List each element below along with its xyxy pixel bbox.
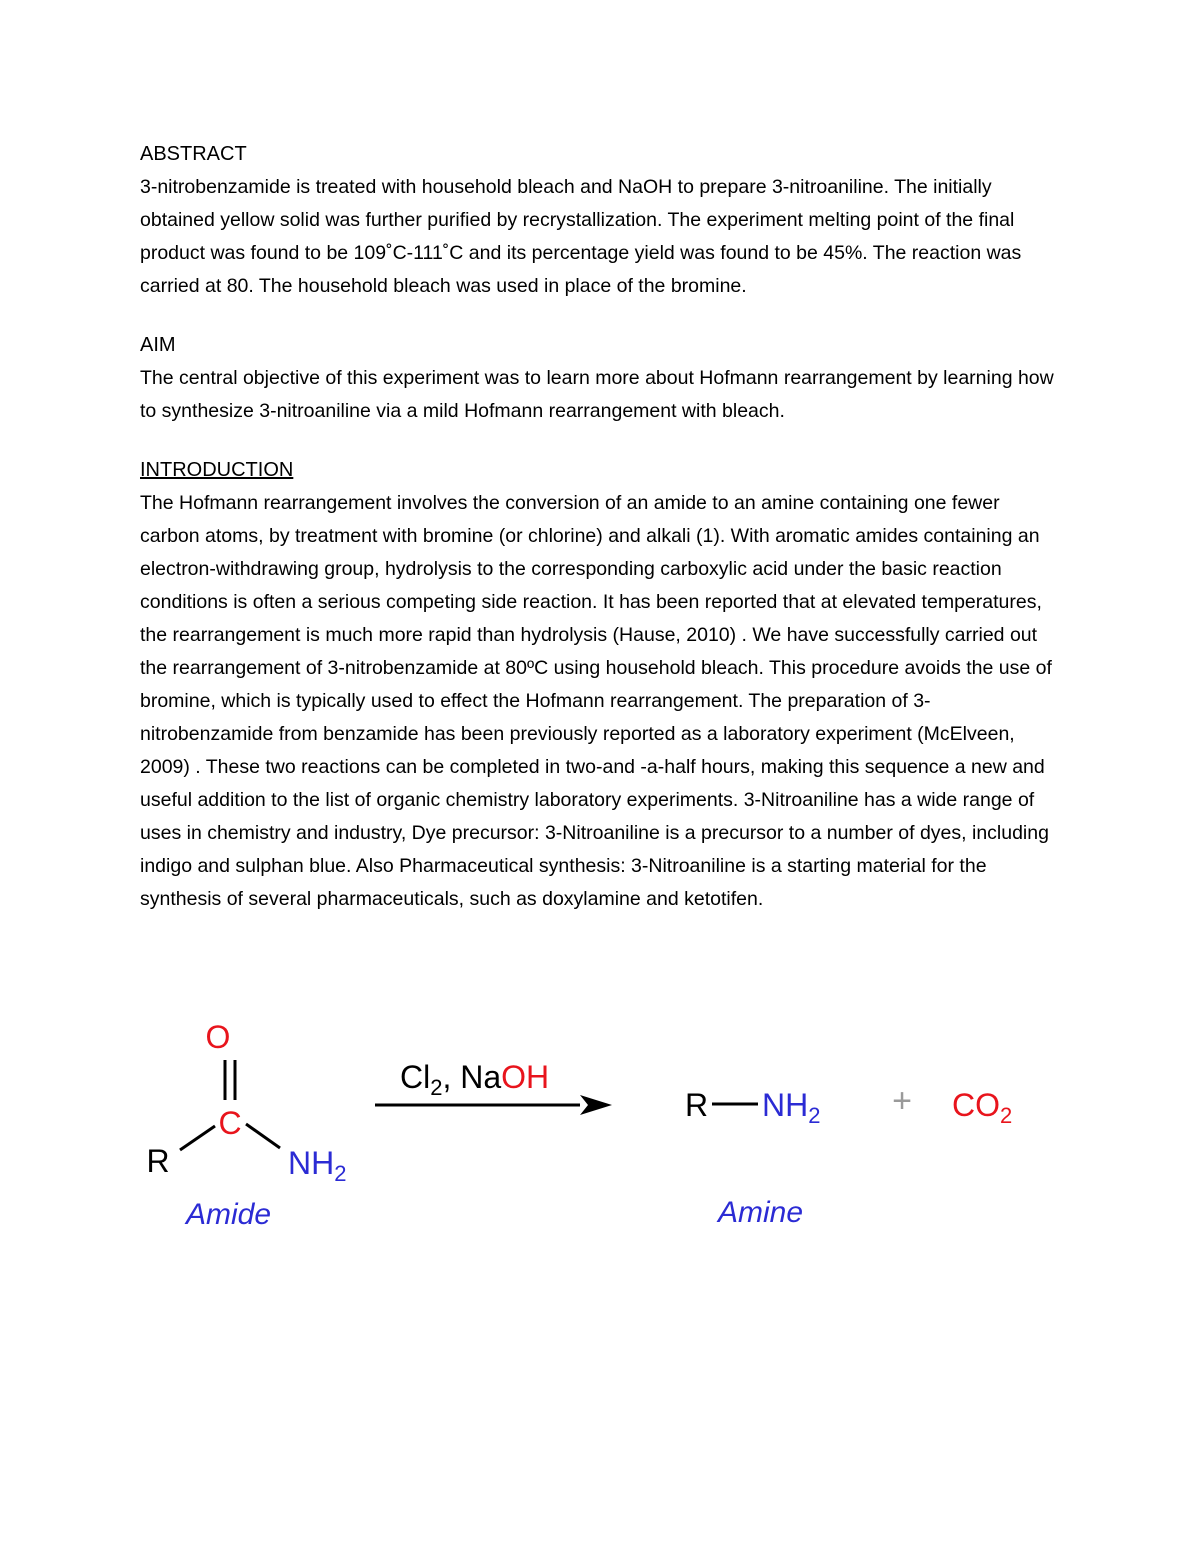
amine-group-product: $NH_2$ — [762, 1087, 821, 1128]
r-carbon-bond — [180, 1126, 215, 1150]
introduction-body: The Hofmann rearrangement involves the conversion of an amide to an amine containing one fewer carbon atoms, by treatment with bromine (or chlorine) and alkali (1). With aromatic amides containing an electron-withdrawing group, hydrolysis to the corresponding carboxylic acid under the basic reaction conditions is often a serious competing side reaction. It has been reported that at elevated temperatures, the rearrangement is much more rapid than hydrolysis (Hause, 2010) . We have successfully carried out the rearrangement of 3-nitrobenzamide at 80ºC using household bleach. This procedure avoids the use of bromine, which is typically used to effect the Hofmann rearrangement. The preparation of 3- nitrobenzamide from benzamide has been previously reported as a laboratory experiment (McElveen, 2009) . These two reactions can be completed in two-and -a-half hours, making this sequence a new and useful addition to the list of organic chemistry laboratory experiments. 3-Nitroaniline has a wide range of uses in chemistry and industry, Dye precursor: 3-Nitroaniline is a precursor to a number of dyes, including indigo and sulphan blue. Also Pharmaceutical synthesis: 3-Nitroaniline is a starting material for the synthesis of several pharmaceuticals, such as doxylamine and ketotifen. — [140, 492, 1052, 910]
amine-label: Amine — [718, 1196, 804, 1229]
abstract-section — [140, 138, 1060, 303]
plus-sign: + — [892, 1082, 912, 1120]
carbon-dioxide-label: $CO_2$ — [952, 1087, 1013, 1128]
r-group-product: R — [685, 1087, 709, 1123]
aim-section — [140, 329, 1060, 428]
document-page — [140, 138, 1060, 942]
oxygen-atom-label: O — [205, 1019, 231, 1055]
reaction-scheme-svg — [140, 1018, 1040, 1248]
abstract-body: 3-nitrobenzamide is treated with household bleach and NaOH to prepare 3-nitroaniline. The initially obtained yellow solid was further purified by recrystallization. The experiment melting point of the final product was found to be 109˚C-111˚C and its percentage yield was found to be 45%. The reaction was carried at 80. The household bleach was used in place of the bromine. — [140, 176, 1022, 297]
reagent-label: $Cl_2$, NaOH — [400, 1059, 550, 1100]
aim-heading: AIM — [140, 334, 176, 356]
hofmann-reaction-scheme — [140, 1018, 1040, 1248]
aim-body: The central objective of this experiment was to learn more about Hofmann rearrangement by learning how to synthesize 3-nitroaniline via a mild Hofmann rearrangement with bleach. — [140, 367, 1054, 422]
reaction-arrow-head — [580, 1095, 612, 1115]
introduction-heading: INTRODUCTION — [140, 459, 294, 481]
introduction-section — [140, 454, 1060, 916]
amine-group-reactant: $NH_2$ — [288, 1145, 347, 1186]
carbon-nitrogen-bond — [246, 1124, 280, 1148]
r-group-reactant: R — [146, 1143, 170, 1179]
carbon-atom-label: C — [218, 1105, 242, 1141]
abstract-heading: ABSTRACT — [140, 143, 247, 165]
amide-label: Amide — [186, 1198, 272, 1231]
